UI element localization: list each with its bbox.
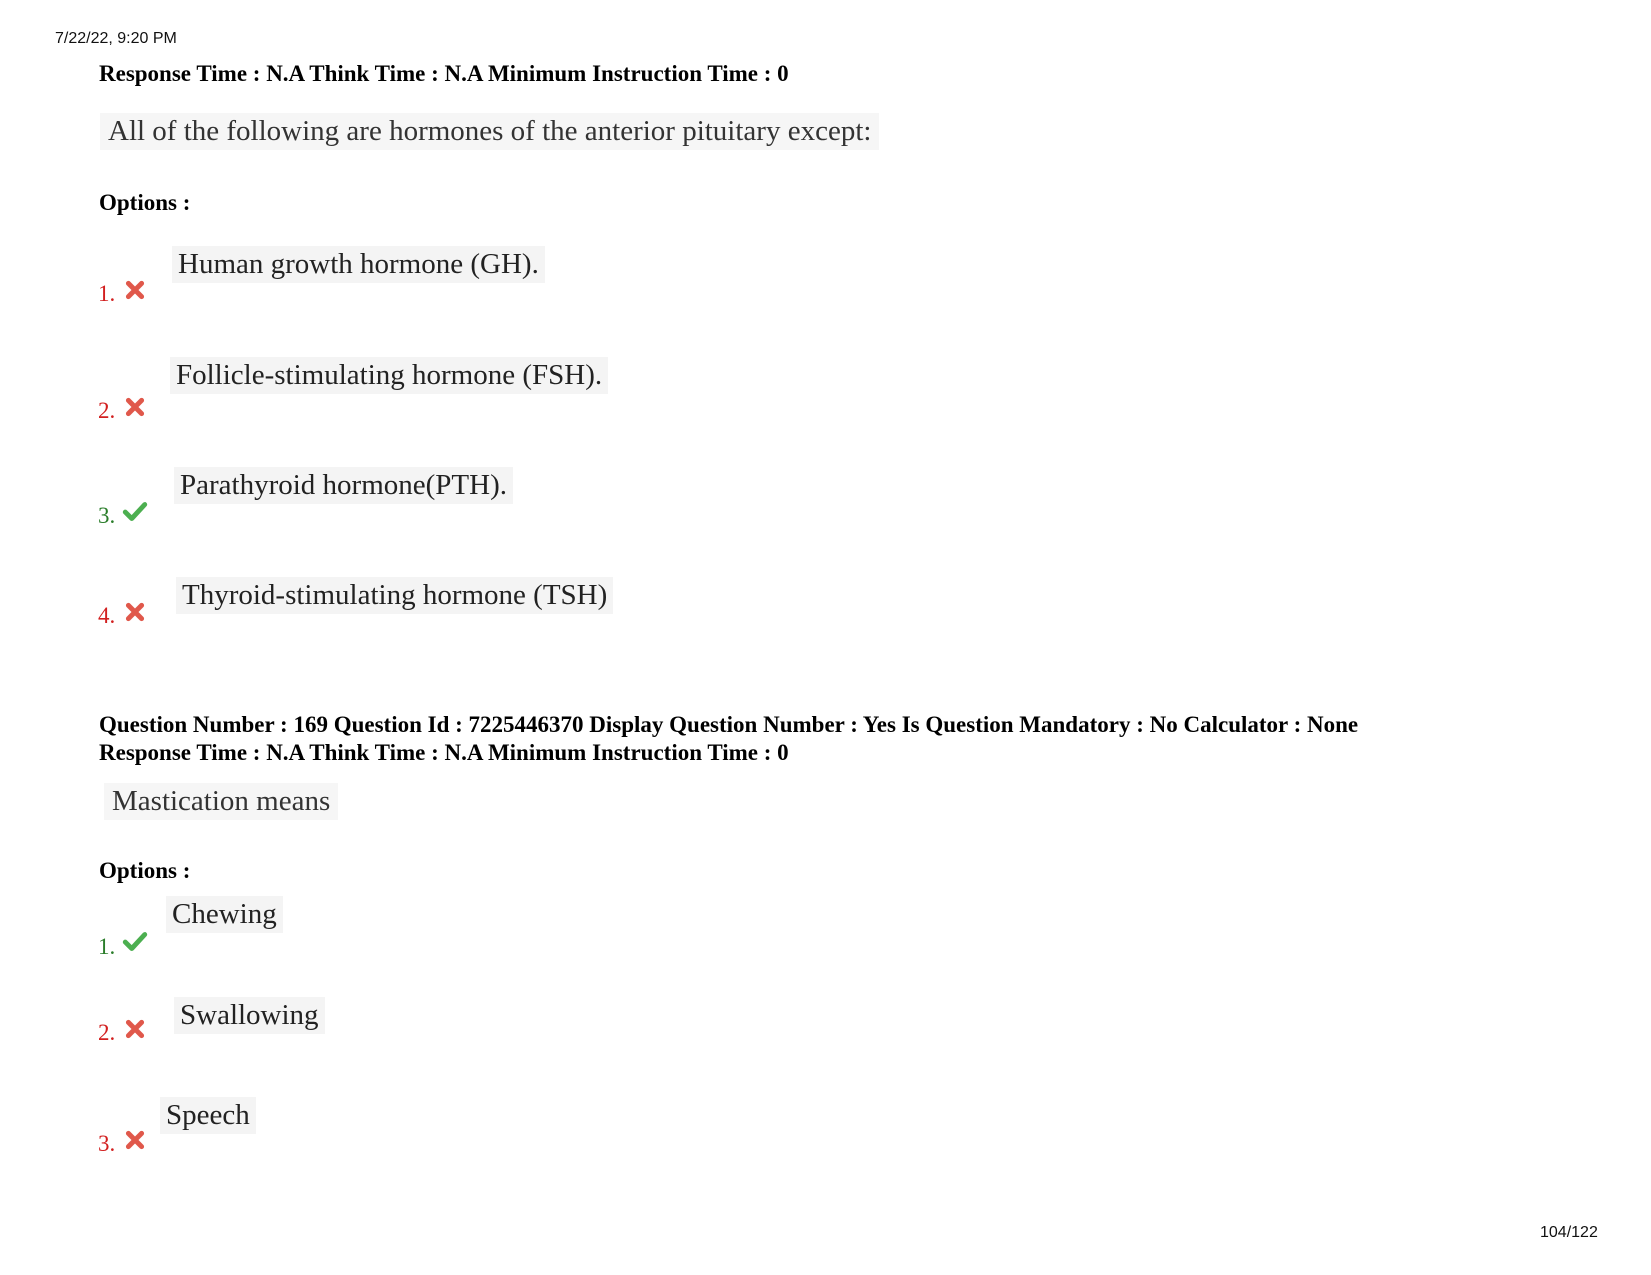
q2-question-text: Mastication means	[104, 783, 338, 820]
option-text: Parathyroid hormone(PTH).	[174, 467, 513, 504]
option-number: 3.	[98, 503, 116, 528]
option-number: 2.	[98, 398, 116, 423]
option-text: Chewing	[166, 896, 283, 933]
option-text: Human growth hormone (GH).	[172, 246, 545, 283]
cross-icon	[124, 1129, 146, 1151]
option-number: 4.	[98, 603, 116, 628]
page-number: 104/122	[1540, 1224, 1598, 1241]
option-number: 1.	[98, 281, 116, 306]
q1-options-label: Options :	[99, 190, 191, 215]
q2-response-meta: Response Time : N.A Think Time : N.A Minimum Instruction Time : 0	[99, 740, 789, 765]
option-text: Thyroid-stimulating hormone (TSH)	[176, 577, 613, 614]
q1-response-meta: Response Time : N.A Think Time : N.A Minimum Instruction Time : 0	[99, 61, 789, 86]
option-text: Follicle-stimulating hormone (FSH).	[170, 357, 608, 394]
option-number: 3.	[98, 1131, 116, 1156]
print-datetime: 7/22/22, 9:20 PM	[55, 30, 177, 47]
option-number: 2.	[98, 1020, 116, 1045]
q2-question-meta: Question Number : 169 Question Id : 7225446370 Display Question Number : Yes Is Question Mandatory : No Calculator : None	[99, 712, 1359, 737]
q1-question-text: All of the following are hormones of the anterior pituitary except:	[100, 113, 879, 150]
q2-options-label: Options :	[99, 858, 191, 883]
check-icon	[122, 500, 148, 522]
option-text: Swallowing	[174, 997, 325, 1034]
cross-icon	[124, 279, 146, 301]
cross-icon	[124, 396, 146, 418]
cross-icon	[124, 1018, 146, 1040]
option-number: 1.	[98, 934, 116, 959]
check-icon	[122, 930, 148, 952]
option-text: Speech	[160, 1097, 256, 1134]
cross-icon	[124, 601, 146, 623]
